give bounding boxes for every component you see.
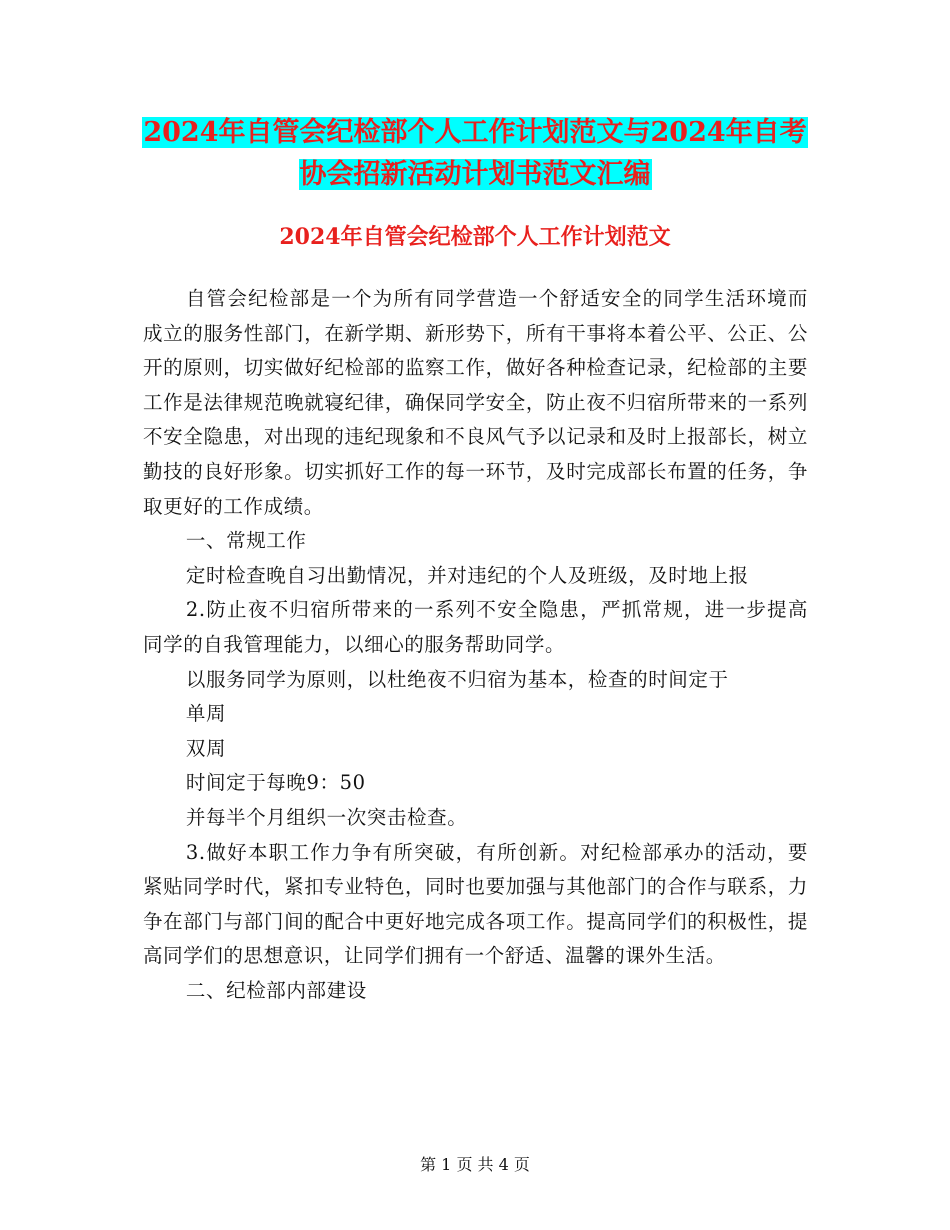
title-highlight-2: 协会招新活动计划书范文汇编: [299, 159, 651, 190]
paragraph-service-principle: 以服务同学为原则，以杜绝夜不归宿为基本，检查的时间定于: [185, 667, 729, 691]
paragraph-intro: 自管会纪检部是一个为所有同学营造一个舒适安全的同学生活环境而成立的服务性部门，在新学期、新形势下，所有干事将本着公平、公正、公开的原则，切实做好纪检部的监察工作，做好各种检查记录，纪检部的主要工作是法律规范晚就寝纪律，确保同学安全，防止夜不归宿所带来的一系列不安全隐患，对出现的违纪现象和不良风气予以记录和及时上报部长，树立勤技的良好形象。切实抓好工作的每一环节，及时完成部长布置的任务，争取更好的工作成绩。: [143, 287, 808, 518]
document-title-line-1: [0, 110, 950, 156]
section-title: 2024年自管会纪检部个人工作计划范文: [279, 224, 671, 250]
document-title-line-2: [0, 152, 950, 198]
heading-internal-building: 二、纪检部内部建设: [185, 978, 367, 1002]
title-highlight-1: 2024年自管会纪检部个人工作计划范文与2024年自考: [143, 117, 807, 148]
paragraph-single-week: 单周: [185, 702, 227, 726]
paragraph-evening-check: 定时检查晚自习出勤情况，并对违纪的个人及班级，及时地上报: [185, 563, 749, 587]
page-footer: 第 1 页 共 4 页: [420, 1155, 530, 1174]
document-body: [143, 282, 808, 1008]
paragraph-time: 时间定于每晚9：50: [185, 771, 366, 795]
heading-routine-work: 一、常规工作: [185, 529, 307, 553]
paragraph-item-3: 3.做好本职工作力争有所突破，有所创新。对纪检部承办的活动，要紧贴同学时代，紧扣专业特色，同时也要加强与其他部门的合作与联系，力争在部门与部门间的配合中更好地完成各项工作。提高同学们的积极性，提高同学们的思想意识，让同学们拥有一个舒适、温馨的课外生活。: [143, 840, 808, 968]
paragraph-item-2: 2.防止夜不归宿所带来的一系列不安全隐患，严抓常规，进一步提高同学的自我管理能力，以细心的服务帮助同学。: [143, 598, 808, 656]
paragraph-surprise-check: 并每半个月组织一次突击检查。: [185, 805, 468, 829]
paragraph-double-week: 双周: [185, 736, 227, 760]
